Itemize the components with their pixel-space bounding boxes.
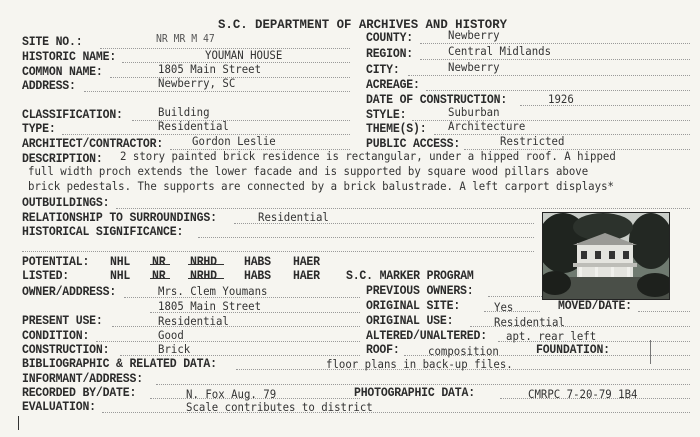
relationship-label: RELATIONSHIP TO SURROUNDINGS: (22, 211, 217, 225)
roof-label: ROOF: (366, 343, 400, 357)
potential-code-nr: NR (152, 255, 166, 269)
recorded-value: N. Fox Aug. 79 (186, 387, 277, 401)
classification-label: CLASSIFICATION: (22, 108, 123, 122)
marker-program-label: S.C. MARKER PROGRAM (346, 269, 474, 283)
site-no-label: SITE NO.: (22, 35, 83, 49)
condition-label: CONDITION: (22, 329, 90, 343)
present-use-value: Residential (158, 314, 229, 328)
informant-label: INFORMANT/ADDRESS: (22, 372, 143, 386)
roof-value: composition (428, 344, 499, 358)
owner-street: 1805 Main Street (158, 299, 262, 313)
architect-label: ARCHITECT/CONTRACTOR: (22, 137, 164, 151)
description-line-1: 2 story painted brick residence is rectangular, under a hipped roof. A hipped (120, 149, 616, 163)
listed-code-nr: NR (152, 269, 166, 283)
type-label: TYPE: (22, 122, 56, 136)
original-use-label: ORIGINAL USE: (366, 314, 454, 328)
construction-label: CONSTRUCTION: (22, 343, 110, 357)
potential-code-nhl: NHL (110, 255, 131, 269)
county-label: COUNTY: (366, 31, 414, 45)
construction-value: Brick (158, 342, 191, 356)
card-title: S.C. DEPARTMENT OF ARCHIVES AND HISTORY (218, 17, 508, 32)
description-line-3: brick pedestals. The supports are connected by a brick balustrade. A left carport displays* (28, 179, 614, 193)
owner-label: OWNER/ADDRESS: (22, 285, 117, 299)
present-use-label: PRESENT USE: (22, 314, 103, 328)
region-label: REGION: (366, 47, 414, 61)
description-label: DESCRIPTION: (22, 152, 103, 166)
photographic-data-label: PHOTOGRAPHIC DATA: (354, 386, 475, 400)
house-photo-image (543, 213, 669, 299)
original-use-value: Residential (494, 315, 565, 329)
public-access-label: PUBLIC ACCESS: (366, 137, 461, 151)
historical-significance-label: HISTORICAL SIGNIFICANCE: (22, 225, 184, 239)
classification-value: Building (158, 105, 210, 119)
previous-owners-label: PREVIOUS OWNERS: (366, 284, 474, 298)
city-value: Newberry (448, 60, 500, 74)
original-site-value: Yes (494, 300, 514, 314)
theme-value: Architecture (448, 119, 526, 133)
acreage-label: ACREAGE: (366, 78, 420, 92)
altered-label: ALTERED/UNALTERED: (366, 329, 487, 343)
bibliographic-value: floor plans in back-up files. (326, 357, 513, 371)
bibliographic-label: BIBLIOGRAPHIC & RELATED DATA: (22, 357, 217, 371)
listed-label: LISTED: (22, 269, 70, 283)
city-label: CITY: (366, 63, 400, 77)
evaluation-label: EVALUATION: (22, 400, 96, 414)
listed-code-nhl: NHL (110, 269, 131, 283)
style-label: STYLE: (366, 108, 407, 122)
listed-code-haer: HAER (293, 269, 320, 283)
evaluation-value: Scale contributes to district (186, 400, 373, 414)
architect-value: Gordon Leslie (192, 134, 276, 148)
listed-code-habs: HABS (244, 269, 271, 283)
description-line-2: full width proch extends the lower facade and is supported by square wood pillars above (28, 164, 589, 178)
historic-name-label: HISTORIC NAME: (22, 50, 117, 64)
historic-name-value: YOUMAN HOUSE (205, 48, 283, 62)
listed-code-nrhd: NRHD (190, 269, 217, 283)
theme-label: THEME(S): (366, 122, 427, 136)
house-photo (542, 212, 670, 300)
public-access-value: Restricted (500, 134, 565, 148)
outbuildings-label: OUTBUILDINGS: (22, 196, 110, 210)
relationship-value: Residential (258, 210, 329, 224)
style-value: Suburban (448, 105, 500, 119)
potential-code-habs: HABS (244, 255, 271, 269)
photographic-data-value: CMRPC 7-20-79 1B4 (528, 387, 638, 401)
altered-value: apt. rear left (506, 329, 597, 343)
address-label: ADDRESS: (22, 79, 76, 93)
moved-label: MOVED/DATE: (558, 299, 632, 313)
foundation-label: FOUNDATION: (536, 343, 610, 357)
date-label: DATE OF CONSTRUCTION: (366, 93, 508, 107)
original-site-label: ORIGINAL SITE: (366, 299, 461, 313)
county-value: Newberry (448, 28, 500, 42)
type-value: Residential (158, 119, 229, 133)
potential-code-haer: HAER (293, 255, 320, 269)
common-name-label: COMMON NAME: (22, 65, 103, 79)
common-name-value: 1805 Main Street (158, 62, 262, 76)
date-value: 1926 (548, 92, 574, 106)
owner-name: Mrs. Clem Youmans (158, 284, 268, 298)
address-value: Newberry, SC (158, 76, 236, 90)
potential-code-nrhd: NRHD (190, 255, 217, 269)
condition-value: Good (158, 328, 184, 342)
potential-label: POTENTIAL: (22, 255, 90, 269)
recorded-label: RECORDED BY/DATE: (22, 386, 137, 400)
site-no-value: NR MR M 47 (156, 33, 215, 45)
region-value: Central Midlands (448, 44, 552, 58)
